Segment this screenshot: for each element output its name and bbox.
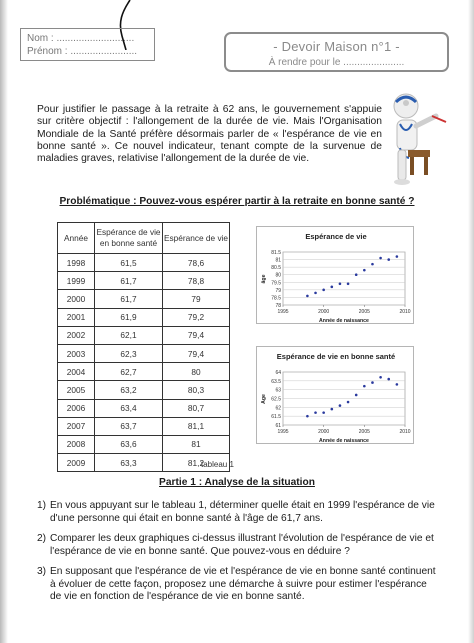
table-caption: tableau 1 [201, 460, 234, 469]
data-point [371, 263, 374, 266]
data-point [347, 401, 350, 404]
y-tick-label: 78 [275, 303, 281, 309]
chart-title: Espérance de vie [305, 232, 367, 241]
data-point [347, 283, 350, 286]
table-row [58, 381, 230, 399]
data-point [322, 289, 325, 292]
chart-esperance-de-vie-svg [257, 227, 415, 325]
part1-heading [0, 477, 474, 488]
table-cell: 81,2 [163, 454, 230, 472]
table-cell: 79 [163, 290, 230, 308]
table-cell: 80,7 [163, 399, 230, 417]
data-point [379, 257, 382, 260]
data-point [339, 283, 342, 286]
y-tick-label: 80.5 [271, 265, 281, 272]
x-tick-label: 2005 [358, 309, 370, 315]
data-point [371, 381, 374, 384]
question-number: 2) [37, 533, 47, 544]
table-row [58, 399, 230, 417]
question-1 [37, 500, 437, 525]
table-cell: 63,2 [95, 381, 163, 399]
table-cell: 61,7 [95, 272, 163, 290]
table-header-row [58, 223, 230, 254]
data-point [322, 411, 325, 414]
data-table [57, 222, 230, 472]
table-cell: 2004 [58, 363, 95, 381]
data-point [355, 394, 358, 397]
header-esperance-vie: Espérance de vie [163, 223, 230, 254]
x-tick-label: 2010 [399, 309, 411, 315]
data-point [314, 411, 317, 414]
table-cell: 61,9 [95, 308, 163, 326]
table-cell: 63,4 [95, 399, 163, 417]
chart-esperance-bonne-sante-svg [257, 347, 415, 445]
table-cell: 63,3 [95, 454, 163, 472]
data-point [355, 273, 358, 276]
table-cell: 63,6 [95, 435, 163, 453]
chart-esperance-de-vie [256, 226, 414, 324]
y-tick-label: 61 [275, 423, 281, 429]
part1-title: Partie 1 : Analyse de la situation [159, 477, 315, 488]
table-row [58, 272, 230, 290]
header-annee: Année [58, 223, 95, 254]
chart-esperance-bonne-sante [256, 346, 414, 444]
y-axis-label: âge [261, 274, 267, 284]
table-row [58, 363, 230, 381]
question-number: 1) [37, 500, 47, 511]
table-cell: 2003 [58, 344, 95, 362]
page-edge-shadow-left [0, 0, 8, 643]
data-point [379, 376, 382, 379]
chart-title: Espérance de vie en bonne santé [276, 352, 396, 361]
x-axis-label: Année de naissance [319, 438, 369, 444]
data-point [387, 378, 390, 381]
table-cell: 61,7 [95, 290, 163, 308]
due-date-label: À rendre pour le ...................... [268, 57, 405, 68]
table-cell: 2002 [58, 326, 95, 344]
table-cell: 62,7 [95, 363, 163, 381]
data-point [306, 415, 309, 418]
plot-area [283, 252, 405, 305]
x-tick-label: 2005 [358, 429, 370, 435]
table-row [58, 326, 230, 344]
data-point [387, 258, 390, 261]
question-text: Comparer les deux graphiques ci-dessus illustrant l'évolution de l'espérance de vie et l'espérance de vie en bonne santé. Que pouvez-vous en déduire ? [50, 533, 434, 557]
table-cell: 2007 [58, 417, 95, 435]
data-point [331, 286, 334, 289]
y-tick-label: 81.5 [271, 250, 281, 256]
table-cell: 79,4 [163, 344, 230, 362]
table-cell: 79,4 [163, 326, 230, 344]
table-cell: 78,6 [163, 254, 230, 272]
doctor-figure-icon [386, 90, 450, 190]
x-tick-label: 2000 [318, 429, 330, 435]
data-point [314, 292, 317, 295]
data-point [363, 269, 366, 272]
table-row [58, 254, 230, 272]
y-tick-label: 63.5 [271, 378, 281, 385]
table-cell: 61,5 [95, 254, 163, 272]
data-point [306, 295, 309, 298]
nom-label: Nom : ............................ [27, 33, 135, 44]
table-cell: 62,1 [95, 326, 163, 344]
x-tick-label: 1995 [277, 429, 289, 435]
table-row [58, 435, 230, 453]
y-tick-label: 79 [275, 287, 281, 294]
y-tick-label: 63 [275, 387, 281, 394]
data-point [396, 255, 399, 258]
question-3 [37, 566, 437, 604]
data-point [339, 404, 342, 407]
assignment-title: - Devoir Maison n°1 - [273, 39, 400, 54]
y-tick-label: 78.5 [271, 295, 281, 302]
assignment-header-box [224, 32, 449, 72]
data-point [331, 408, 334, 411]
table-cell: 2005 [58, 381, 95, 399]
table-cell: 2001 [58, 308, 95, 326]
page-edge-shadow-right [468, 0, 474, 643]
x-tick-label: 1995 [277, 309, 289, 315]
question-text: En vous appuyant sur le tableau 1, déterminer quelle était en 1999 l'espérance de vie d'une personne qui était en bonne santé à l'âge de 61,7 ans. [50, 500, 435, 524]
x-tick-label: 2000 [318, 309, 330, 315]
intro-paragraph: Pour justifier le passage à la retraite à 62 ans, le gouvernement s'appuie sur critère objectif : l'allongement de la durée de vie. Mais l'Organisation Mondiale de la Santé préfère désormais parler de « l'espérance de vie en bonne santé ». Ce nouvel indicateur, tenant compte de la survenue de maladies graves, relativise l'allongement de la durée de vie. [37, 104, 382, 165]
student-name-box[interactable] [20, 28, 155, 61]
table-row [58, 344, 230, 362]
y-tick-label: 80 [275, 272, 281, 279]
x-tick-label: 2010 [399, 429, 411, 435]
y-tick-label: 81 [275, 257, 281, 264]
table-cell: 2006 [58, 399, 95, 417]
y-tick-label: 64 [275, 370, 281, 376]
header-esperance-bonne-sante: Espérance de vie en bonne santé [95, 223, 163, 254]
problematique-heading: Problématique : Pouvez-vous espérer partir à la retraite en bonne santé ? [59, 196, 415, 207]
question-number: 3) [37, 566, 47, 577]
data-point [396, 383, 399, 386]
y-tick-label: 62 [275, 405, 281, 412]
y-tick-label: 62.5 [271, 396, 281, 403]
data-point [363, 385, 366, 388]
table-cell: 62,3 [95, 344, 163, 362]
y-tick-label: 79.5 [271, 280, 281, 287]
prenom-label: Prénom : ........................ [27, 46, 138, 57]
table-row [58, 308, 230, 326]
table-cell: 79,2 [163, 308, 230, 326]
table-cell: 78,8 [163, 272, 230, 290]
question-2 [37, 533, 437, 558]
table-cell: 63,7 [95, 417, 163, 435]
table-cell: 81,1 [163, 417, 230, 435]
table-cell: 80,3 [163, 381, 230, 399]
table-row [58, 417, 230, 435]
table-cell: 81 [163, 435, 230, 453]
table-cell: 1998 [58, 254, 95, 272]
table-cell: 2009 [58, 454, 95, 472]
table-cell: 1999 [58, 272, 95, 290]
table-cell: 80 [163, 363, 230, 381]
x-axis-label: Année de naissance [319, 318, 369, 324]
y-tick-label: 61.5 [271, 414, 281, 421]
table-cell: 2000 [58, 290, 95, 308]
table-cell: 2008 [58, 435, 95, 453]
y-axis-label: Age [261, 394, 267, 404]
table-row [58, 290, 230, 308]
question-text: En supposant que l'espérance de vie et l'espérance de vie en bonne santé continuent à évoluer de cette façon, proposez une démarche à suivre pour estimer l'espérance de vie en fonction de l'espérance de vie en bonne santé. [50, 566, 436, 602]
